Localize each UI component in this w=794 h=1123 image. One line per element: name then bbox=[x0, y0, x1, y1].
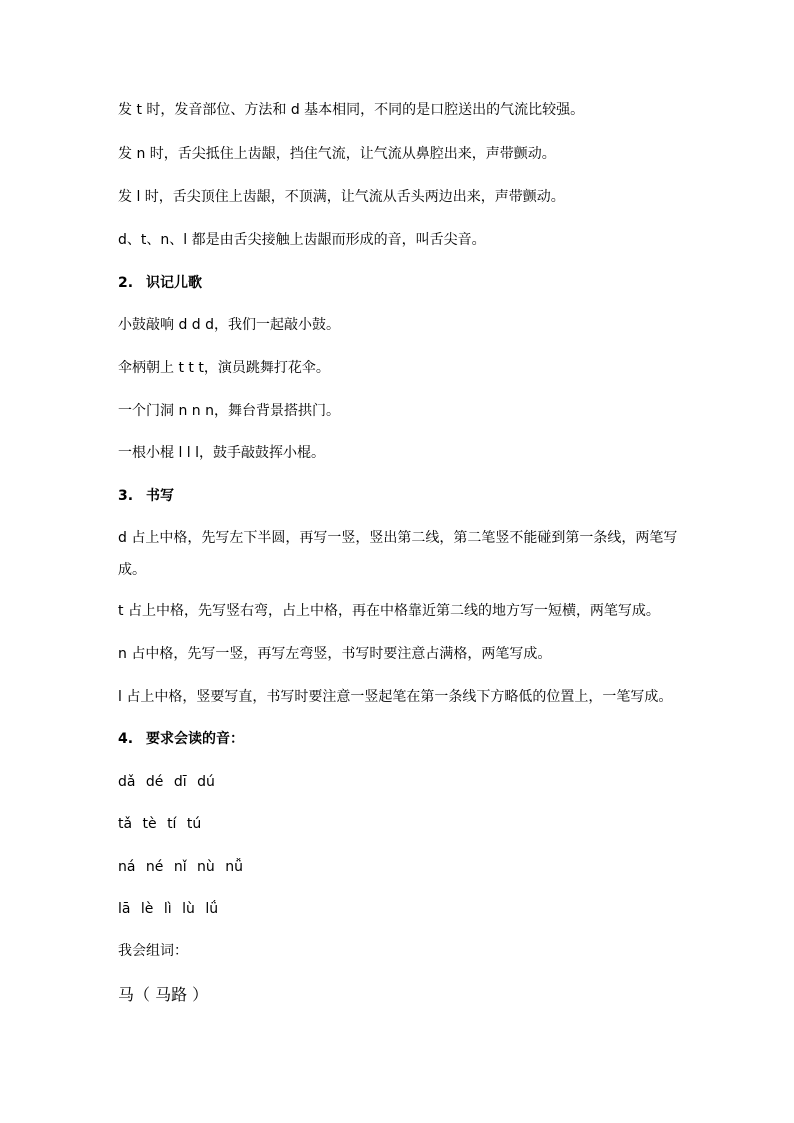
paragraph-summary: d、t、n、l 都是由舌尖接触上齿龈而形成的音，叫舌尖音。 bbox=[118, 232, 486, 248]
paragraph-l-description: 发 l 时，舌尖顶住上齿龈，不顶满，让气流从舌头两边出来，声带颤动。 bbox=[118, 189, 565, 205]
paragraph-t-description: 发 t 时，发音部位、方法和 d 基本相同，不同的是口腔送出的气流比较强。 bbox=[118, 102, 585, 118]
rhyme-line: 伞柄朝上 t t t，演员跳舞打花伞。 bbox=[118, 360, 330, 376]
writing-instruction-t: t 占上中格，先写竖右弯，占上中格，再在中格靠近第二线的地方写一短横，两笔写成。 bbox=[118, 603, 660, 619]
pinyin-row: lā lè lì lù lǘ bbox=[118, 901, 219, 917]
section-2-heading bbox=[118, 273, 202, 293]
section-4-number: 4. bbox=[118, 731, 134, 747]
paragraph-n-description: 发 n 时，舌尖抵住上齿龈，挡住气流，让气流从鼻腔出来，声带颤动。 bbox=[118, 146, 556, 162]
section-3-title: 书写 bbox=[146, 488, 174, 504]
word-group-label: 我会组词： bbox=[118, 943, 188, 959]
writing-instruction-d: d 占上中格，先写左下半圆，再写一竖，竖出第二线，第二笔竖不能碰到第一条线，两笔写成。 bbox=[118, 530, 678, 578]
rhyme-line: 一根小棍 l l l，鼓手敲鼓挥小棍。 bbox=[118, 445, 326, 461]
pinyin-row: ná né nǐ nù nǚ bbox=[118, 859, 243, 875]
rhyme-line: 小鼓敲响 d d d，我们一起敲小鼓。 bbox=[118, 317, 341, 333]
pinyin-row: tǎ tè tí tú bbox=[118, 816, 202, 832]
section-2-number: 2. bbox=[118, 275, 134, 291]
section-4-heading bbox=[118, 729, 244, 749]
rhyme-line: 一个门洞 n n n，舞台背景搭拱门。 bbox=[118, 403, 340, 419]
pinyin-row: dǎ dé dī dú bbox=[118, 774, 215, 790]
section-3-number: 3. bbox=[118, 488, 134, 504]
writing-instruction-n: n 占中格，先写一竖，再写左弯竖，书写时要注意占满格，两笔写成。 bbox=[118, 646, 552, 662]
section-4-title: 要求会读的音： bbox=[146, 731, 244, 747]
section-2-title: 识记儿歌 bbox=[146, 275, 202, 291]
writing-instruction-l: l 占上中格，竖要写直，书写时要注意一竖起笔在第一条线下方略低的位置上，一笔写成。 bbox=[118, 689, 673, 705]
section-3-heading bbox=[118, 486, 174, 506]
word-group-entry: 马（ 马路 ） bbox=[118, 985, 209, 1004]
